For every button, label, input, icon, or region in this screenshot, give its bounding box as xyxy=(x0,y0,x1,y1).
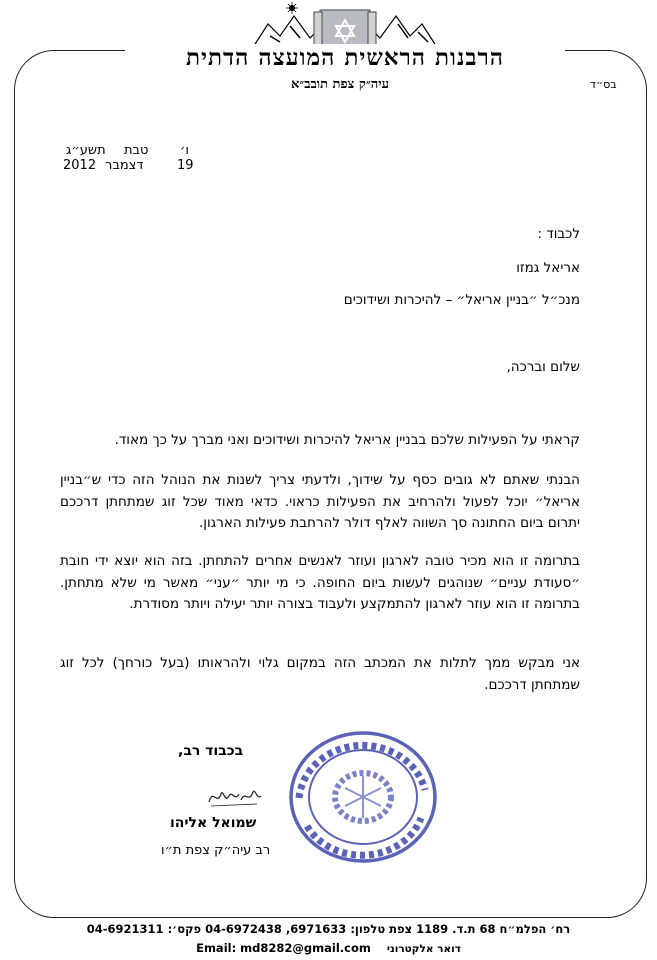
footer-address: רח׳ הפלמ״ח 68 ת.ד. 1189 צפת טלפון: 6971633, 04-6972438 פקס׳: 04-6921311 xyxy=(86,922,571,936)
hebrew-month: טבת xyxy=(124,143,149,158)
body-paragraph-4: אני מבקש ממך לתלות את המכתב הזה במקום גלוי ולהראותו (בעל כורחך) לכל זוג שמתחתן דרככם. xyxy=(60,655,580,693)
body-paragraph-3: בתרומה זו הוא מכיר טובה לארגון ועוזר לאנשים אחרים להתחתן. בזה הוא יוצא ידי חובת ״סעודת עניים״ שנוהגים לעשות ביום החופה. כי מי יותר ״עני״ מאשר מי שלא מתחתן. בתרומה זו הוא עוזר לארגון להתמקצע ולעבוד בצורה יותר יעילה ויותר מסודרת. xyxy=(60,553,580,612)
recipient-to: לכבוד : xyxy=(537,226,580,242)
recipient-name: אריאל גמזו xyxy=(516,260,580,276)
recipient-role: מנכ״ל ״בניין אריאל״ – להיכרות ושידוכים xyxy=(343,292,580,308)
official-stamp xyxy=(285,728,440,866)
body-paragraph-2: הבנתי שאתם לא גובים כסף על שידוך, ולדעתי צריך לשנות את הנוהל הזה כדי ש״בניין אריאל״ יוכל לפעול ולהרחיב את הפעילות כראוי. כדאי מאוד שכל זוג שמתחתן דרככם יתרום ביום החתונה סך השווה לאלף דולר להרחבת פעילות הארגון. xyxy=(60,472,580,531)
footer-email: Email: md8282@gmail.com xyxy=(196,941,371,955)
bsd-mark: בס״ד xyxy=(590,78,617,91)
footer-email-row xyxy=(0,941,657,955)
letterhead-title: הרבנות הראשית המועצה הדתית xyxy=(125,44,565,71)
body-paragraph-1: קראתי על הפעילות שלכם בבניין אריאל להיכרות ושידוכים ואני מברך על כך מאוד. xyxy=(114,432,580,448)
signer-name: שמואל אליהו xyxy=(170,815,257,831)
letterhead-subtitle: עיה״ק צפת תובב״א xyxy=(290,77,390,92)
greg-month: דצמבר xyxy=(105,158,144,173)
hebrew-day: ו׳ xyxy=(180,143,189,158)
greeting: שלום וברכה, xyxy=(506,359,580,375)
handwritten-signature xyxy=(205,782,263,810)
closing-regards: בכבוד רב, xyxy=(178,743,244,759)
greg-year: 2012 xyxy=(63,158,97,173)
signer-title: רב עיה״ק צפת ת״ו xyxy=(161,843,271,858)
greg-day: 19 xyxy=(177,158,194,173)
footer-email-label: דואר אלקטרוני xyxy=(386,943,461,955)
hebrew-year: תשע״ג xyxy=(66,143,106,158)
